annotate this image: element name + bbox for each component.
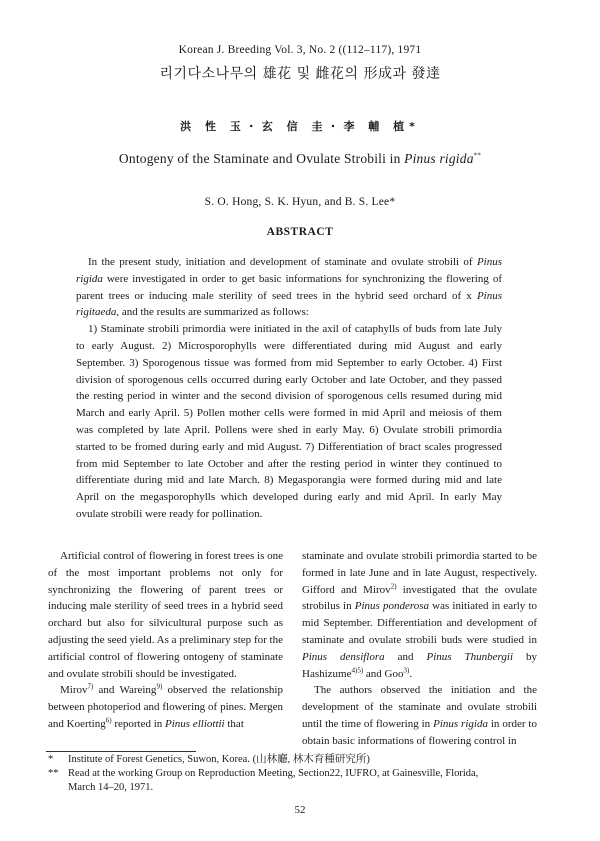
species-name: Pinus rigida: [433, 717, 488, 730]
body-text: was initiated in early to mid September. Differentiation and development of staminate and ovulate strobili buds were studied in: [302, 600, 538, 646]
body-text: and: [384, 650, 427, 663]
english-title-text: Ontogeny of the Staminate and Ovulate Strobili in: [118, 151, 405, 166]
english-title: [0, 151, 600, 167]
body-text: that: [224, 717, 244, 730]
abstract-text: In the present study, initiation and development of staminate and ovulate strobili of: [88, 256, 477, 268]
footnote-text: Institute of Forest Genetics, Suwon, Korea. (山林廳, 林木育種研究所): [68, 754, 370, 765]
abstract-heading: ABSTRACT: [266, 226, 334, 238]
english-title-species: Pinus rigida: [404, 151, 474, 166]
citation-ref: 7): [87, 682, 94, 691]
body-text: The authors observed the initiation and the development of the staminate and ovulate strobili until the time of flowering in: [302, 684, 537, 730]
footnote-mark: *: [48, 754, 54, 765]
species-name: Pinus elliottii: [165, 717, 225, 730]
body-text: by Hashizume: [302, 650, 538, 680]
journal-citation: Korean J. Breeding Vol. 3, No. 2 ((112–117), 1971: [178, 44, 422, 56]
body-text: .: [409, 667, 413, 680]
abstract-text: were investigated in order to get basic informations for synchronizing the flowering of parent trees or inducing male sterility of seed trees in the hybrid seed orchard of x: [76, 272, 502, 302]
footnote-1: [48, 753, 556, 767]
body-column-left: [48, 548, 283, 733]
korean-authors: 洪 性 玉・玄 信 圭・李 輔 植*: [180, 120, 420, 133]
body-text: observed the relationship between photoperiod and flowering of pines. Mergen and Koerting: [48, 684, 283, 730]
citation-ref: 2): [390, 581, 397, 590]
english-title-footnote-mark: **: [473, 151, 482, 160]
body-text: staminate and ovulate strobili primordia started to be formed in late June and in late August, respectively. Gifford and Mirov: [302, 550, 537, 596]
citation-ref: 3): [403, 665, 410, 674]
abstract-text: , and the results are summarized as follows:: [116, 306, 309, 319]
footnote-rule: [46, 751, 196, 752]
body-paragraph: [302, 548, 537, 682]
korean-title: 리기다소나무의 雄花 및 雌花의 形成과 發達: [159, 66, 441, 82]
citation-ref: 6): [105, 716, 112, 725]
body-text: and Wareing: [93, 684, 157, 697]
footnote-text-continued: March 14–20, 1971.: [68, 781, 154, 793]
english-authors: S. O. Hong, S. K. Hyun, and B. S. Lee*: [204, 196, 396, 208]
citation-ref: 9): [156, 682, 163, 691]
body-text: investigated that the ovulate strobilus in: [302, 583, 537, 613]
page-number: 52: [294, 804, 306, 816]
abstract-paragraph-1: [76, 254, 502, 321]
species-name: Pinus densiflora: [302, 650, 385, 663]
species-name: Pinus Thunbergii: [426, 650, 514, 663]
footnote-mark: **: [48, 768, 59, 779]
body-column-right: [302, 548, 537, 750]
citation-ref: 4)5): [351, 665, 364, 674]
body-paragraph: [48, 682, 283, 732]
body-text: in order to obtain basic informations of flowering control in: [302, 717, 537, 747]
body-text: Mirov: [60, 684, 88, 697]
footnote-text: Read at the working Group on Reproduction Meeting, Section22, IUFRO, at Gainesville, Florida,: [68, 768, 479, 779]
footnote-2: [48, 767, 556, 794]
body-paragraph: Artificial control of flowering in forest trees is one of the most important problems not only for synchronizing the flowering of parent trees or inducing male sterility of seed trees in a hybrid seed orchard but also for silvicultural purpose such as adjusting the seed yield. As a preliminary step for the artificial control of flowering ontogeny of staminate and ovulate strobili should be investigated.: [48, 550, 283, 680]
species-name: Pinus rigitaeda: [76, 289, 502, 319]
body-paragraph: [302, 682, 537, 749]
body-text: reported in: [111, 717, 166, 730]
species-name: Pinus rigida: [76, 256, 502, 285]
body-text: and Goo: [363, 667, 404, 680]
species-name: Pinus ponderosa: [354, 600, 429, 613]
abstract-paragraph-2: 1) Staminate strobili primordia were initiated in the axil of cataphylls of buds from late July to early August. 2) Microsporophylls were differentiated during mid August and early September. 3) Sporogenous tissue was formed from mid September to early October. 4) First division of sporogenous cells occurred during early October and late October, and they passed the resting period in winter and the second division of sporogenous cells resumed during mid March and early April. 5) Pollen mother cells were formed in mid April and meiosis of them was completed by late April. Pollens were shed in early May. 6) Ovulate strobili primordia started to be fromed during early and mid August. 7) Differentiation of bract scales progressed from mid September to late October and after the resting period in winter they continued to differentiate during mid and late March. 8) Megasporangia were formed during mid and late April on the megasporophylls which developed during early and mid April. In early May ovulate strobili were ready for pollination.: [76, 323, 502, 520]
abstract-body: [76, 254, 502, 523]
